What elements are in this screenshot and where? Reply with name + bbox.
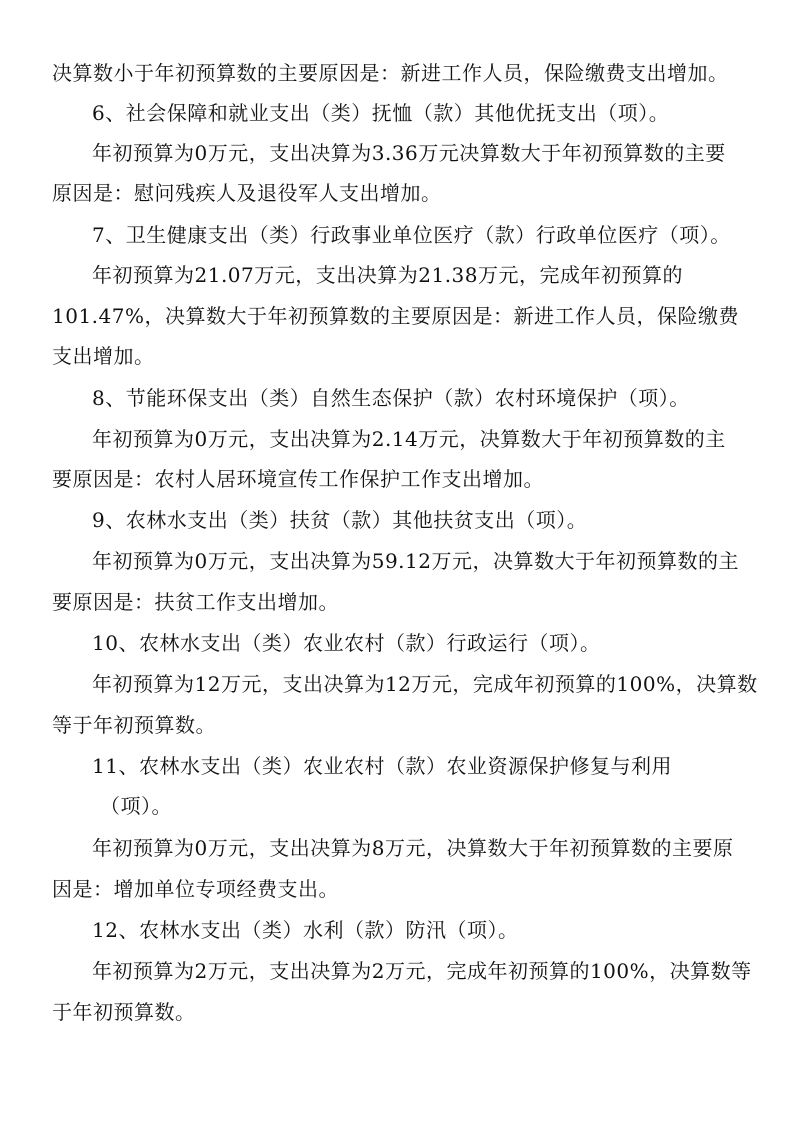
text-line: 原因是：慰问残疾人及退役军人支出增加。 xyxy=(52,181,442,205)
text-line: 决算数小于年初预算数的主要原因是：新进工作人员，保险缴费支出增加。 xyxy=(52,61,729,85)
section-heading-9: 9、农林水支出（类）扶贫（款）其他扶贫支出（项）。 xyxy=(92,508,588,532)
text-line: 年初预算为12万元，支出决算为12万元，完成年初预算的100%，决算数 xyxy=(92,672,758,696)
text-line: 支出增加。 xyxy=(52,344,155,368)
text-line: 年初预算为2万元，支出决算为2万元，完成年初预算的100%，决算数等 xyxy=(92,959,752,983)
text-line: 年初预算为0万元，支出决算为2.14万元，决算数大于年初预算数的主 xyxy=(92,427,726,451)
text-line: 年初预算为21.07万元，支出决算为21.38万元，完成年初预算的 xyxy=(92,263,684,287)
text-line: 年初预算为0万元，支出决算为59.12万元，决算数大于年初预算数的主 xyxy=(92,549,739,573)
text-line: 于年初预算数。 xyxy=(52,1000,196,1024)
section-heading-11: 11、农林水支出（类）农业农村（款）农业资源保护修复与利用 xyxy=(92,754,672,778)
text-line: 要原因是：农村人居环境宣传工作保护工作支出增加。 xyxy=(52,467,544,491)
section-heading-6: 6、社会保障和就业支出（类）抚恤（款）其他优抚支出（项）。 xyxy=(92,101,670,125)
section-heading-10: 10、农林水支出（类）农业农村（款）行政运行（项）。 xyxy=(92,631,601,655)
text-line: 101.47%，决算数大于年初预算数的主要原因是：新进工作人员，保险缴费 xyxy=(52,304,739,328)
section-heading-8: 8、节能环保支出（类）自然生态保护（款）农村环境保护（项）。 xyxy=(92,386,690,410)
section-heading-7: 7、卫生健康支出（类）行政事业单位医疗（款）行政单位医疗（项）。 xyxy=(92,223,731,247)
section-heading-12: 12、农林水支出（类）水利（款）防汛（项）。 xyxy=(92,918,519,942)
text-line: 年初预算为0万元，支出决算为3.36万元决算数大于年初预算数的主要 xyxy=(92,141,726,165)
text-line: 年初预算为0万元，支出决算为8万元，决算数大于年初预算数的主要原 xyxy=(92,836,734,860)
text-line: 等于年初预算数。 xyxy=(52,713,216,737)
text-line: 要原因是：扶贫工作支出增加。 xyxy=(52,590,339,614)
text-line: 因是：增加单位专项经费支出。 xyxy=(52,877,339,901)
text-line: （项）。 xyxy=(100,794,172,818)
